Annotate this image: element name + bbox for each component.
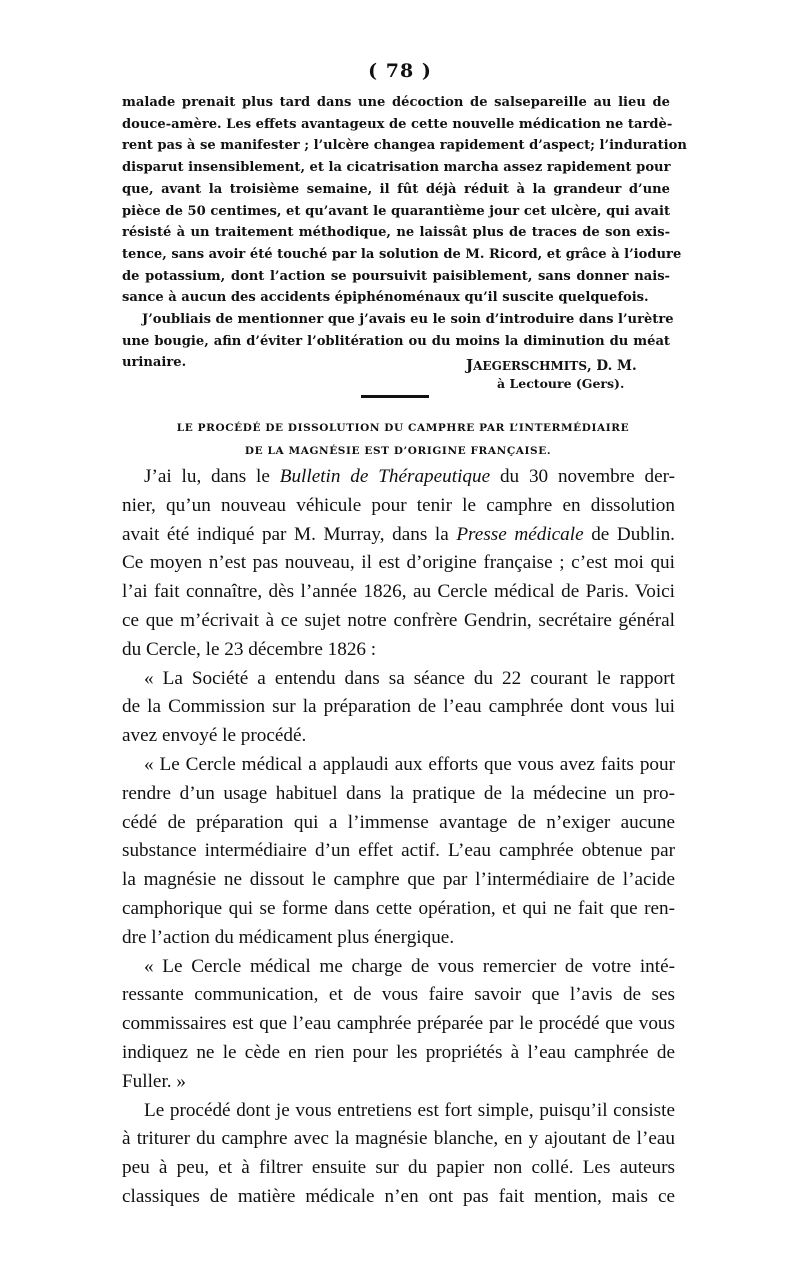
text-line: disparut insensiblement, et la cicatrisation marcha assez rapidement pour bbox=[122, 160, 671, 176]
text-line: de la Commission sur la préparation de l’eau camphrée dont vous lui bbox=[122, 696, 675, 718]
text-line: tence, sans avoir été touché par la solution de M. Ricord, et grâce à l’iodure bbox=[122, 246, 682, 262]
signature-title: , D. M. bbox=[586, 358, 637, 374]
text-line: dre l’action du médicament plus énergique. bbox=[122, 926, 455, 948]
text-line: une bougie, afin d’éviter l’oblitération ou du moins la diminution du méat bbox=[122, 333, 670, 349]
signature-name bbox=[466, 356, 637, 374]
text-line: rent pas à se manifester ; l’ulcère changea rapidement d’aspect; l’induration bbox=[122, 138, 687, 154]
page-number: ( 78 ) bbox=[368, 60, 432, 82]
text-line: « Le Cercle médical me charge de vous remercier de votre inté- bbox=[144, 955, 675, 977]
article-heading-line-2: DE LA MAGNÉSIE EST D’ORIGINE FRANÇAISE. bbox=[244, 445, 552, 457]
text-line: à triturer du camphre avec la magnésie blanche, en y ajoutant de l’eau bbox=[122, 1128, 675, 1150]
text-line: que, avant la troisième semaine, il fût déjà réduit à la grandeur d’une bbox=[122, 181, 670, 197]
text-line: urinaire. bbox=[122, 355, 187, 371]
text-line: l’ai fait connaître, dès l’année 1826, au Cercle médical de Paris. Voici bbox=[122, 581, 675, 603]
text-line: substance intermédiaire d’un effet actif. L’eau camphrée obtenue par bbox=[122, 840, 675, 862]
text-line: « La Société a entendu dans sa séance du 22 courant le rapport bbox=[144, 667, 675, 689]
text-line: J’oubliais de mentionner que j’avais eu le soin d’introduire dans l’urètre bbox=[142, 312, 674, 328]
text-line: rendre d’un usage habituel dans la pratique de la médecine un pro- bbox=[122, 782, 675, 804]
text-line: « Le Cercle médical a applaudi aux efforts que vous avez faits pour bbox=[144, 753, 675, 775]
text-line: Ce moyen n’est pas nouveau, il est d’origine française ; c’est moi qui bbox=[122, 552, 675, 574]
signature-surname: AEGERSCHMITS bbox=[473, 359, 587, 373]
text-line: Le procédé dont je vous entretiens est fort simple, puisqu’il consiste bbox=[144, 1099, 675, 1121]
text-line: indiquez ne le cède en rien pour les propriétés à l’eau camphrée de bbox=[122, 1041, 675, 1063]
signature-initial: J bbox=[466, 356, 474, 374]
text-line: camphorique qui se forme dans cette opération, et qui ne fait que ren- bbox=[122, 897, 675, 919]
text-line: malade prenait plus tard dans une décoction de salsepareille au lieu de bbox=[122, 95, 670, 110]
text-line: de potassium, dont l’action se poursuivit paisiblement, sans donner nais- bbox=[122, 268, 670, 284]
text-line: résisté à un traitement méthodique, ne laissât plus de traces de son exis- bbox=[122, 225, 670, 241]
text-line: commissaires est que l’eau camphrée préparée par le procédé que vous bbox=[122, 1013, 675, 1035]
text-line: classiques de matière médicale n’en ont pas fait mention, mais ce bbox=[122, 1185, 675, 1207]
section-divider bbox=[361, 395, 429, 398]
text-line: ressante communication, et de vous faire savoir que l’avis de ses bbox=[122, 984, 675, 1006]
article-body bbox=[122, 463, 675, 1212]
text-line: avait été indiqué par M. Murray, dans la Presse médicale de Dublin. bbox=[122, 523, 675, 545]
text-line bbox=[122, 463, 675, 492]
article-heading-line-1: LE PROCÉDÉ DE DISSOLUTION DU CAMPHRE PAR L’INTERMÉDIAIRE bbox=[176, 422, 630, 434]
text-line: Fuller. » bbox=[122, 1070, 186, 1092]
text-line: pièce de 50 centimes, et qu’avant le quarantième jour cet ulcère, qui avait bbox=[122, 203, 670, 219]
text-line: la magnésie ne dissout le camphre que par l’intermédiaire de l’acide bbox=[122, 869, 675, 891]
text-line: ce que m’écrivait à ce sujet notre confrère Gendrin, secrétaire général bbox=[122, 609, 675, 631]
text-line: nier, qu’un nouveau véhicule pour tenir le camphre en dissolution bbox=[122, 494, 675, 516]
text-line: du Cercle, le 23 décembre 1826 : bbox=[122, 638, 377, 660]
text-line: sance à aucun des accidents épiphénoménaux qu’il suscite quelquefois. bbox=[122, 290, 649, 306]
text-line: peu à peu, et à filtrer ensuite sur du papier non collé. Les auteurs bbox=[122, 1157, 675, 1179]
article-first-line: J’ai lu, dans le Bulletin de Thérapeutique du 30 novembre der- bbox=[144, 466, 675, 487]
text-line: avez envoyé le procédé. bbox=[122, 725, 307, 747]
text-line: cédé de préparation qui a l’immense avantage de n’exiger aucune bbox=[122, 811, 675, 833]
signature-place: à Lectoure (Gers). bbox=[497, 376, 625, 391]
text-line: douce-amère. Les effets avantageux de cette nouvelle médication ne tardè- bbox=[122, 116, 673, 132]
closing-paragraph-block bbox=[122, 92, 687, 374]
